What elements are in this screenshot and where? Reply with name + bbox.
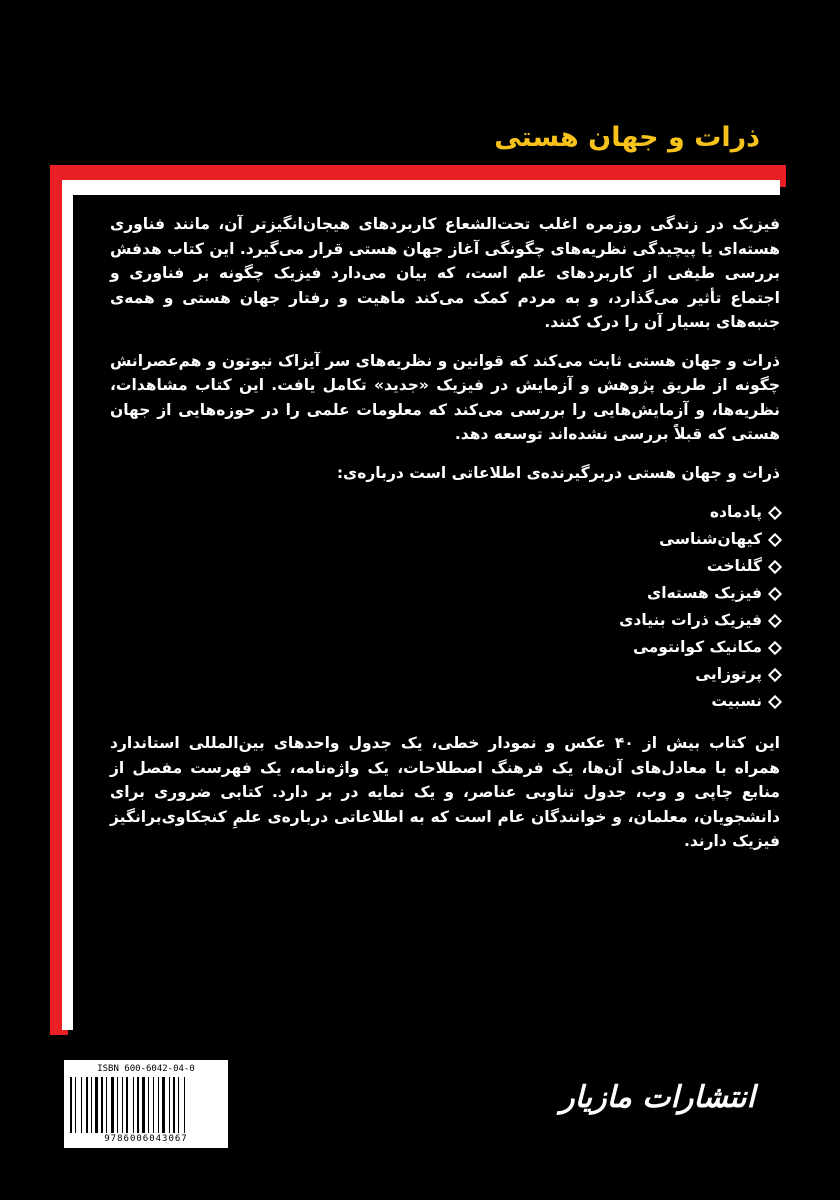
barcode-bar xyxy=(73,1077,74,1133)
topic-label: فیزیک هسته‌ای xyxy=(647,584,762,603)
diamond-bullet-icon xyxy=(768,640,782,654)
barcode-bar xyxy=(160,1077,161,1133)
topic-label: پادماده xyxy=(709,503,762,522)
barcode-bar xyxy=(104,1077,105,1133)
barcode-bar xyxy=(108,1077,110,1133)
list-item xyxy=(110,688,780,715)
isbn-number: 9786006043067 xyxy=(104,1134,188,1144)
barcode-bar xyxy=(95,1077,98,1133)
diamond-bullet-icon xyxy=(768,667,782,681)
barcode xyxy=(64,1060,228,1148)
barcode-bar xyxy=(83,1077,85,1133)
topic-label: کیهان‌شناسی xyxy=(659,530,762,549)
barcode-bar xyxy=(150,1077,152,1133)
frame-white-left-bar xyxy=(62,180,73,1030)
barcode-bar xyxy=(122,1077,123,1133)
barcode-bar xyxy=(148,1077,149,1133)
barcode-bar xyxy=(93,1077,94,1133)
topic-label: مکانیک کوانتومی xyxy=(632,638,762,657)
barcode-bar xyxy=(115,1077,116,1133)
barcode-bar xyxy=(126,1077,128,1133)
barcode-bar xyxy=(146,1077,147,1133)
barcode-bar xyxy=(137,1077,139,1133)
barcode-bar xyxy=(133,1077,134,1133)
barcode-bar xyxy=(75,1077,76,1133)
barcode-bar xyxy=(106,1077,107,1133)
paragraph-intro: فیزیک در زندگی روزمره اغلب تحت‌الشعاع کاربردهای هیجان‌انگیزتر آن، مانند فناوری هسته‌ای یا پیچیدگی نظریه‌های چگونگی آغاز جهان هستی قرار می‌گیرد. این کتاب هدفش بررسی طیفی از کاربردهای علم است، که بیان می‌دارد فیزیک چگونه بر فناوری و اجتماع تأثیر می‌گذارد، و به مردم کمک می‌کند ماهیت و رفتار جهان هستی و همه‌ی جنبه‌های بسیار آن را درک کنند. xyxy=(110,215,780,331)
barcode-bar xyxy=(119,1077,121,1133)
publisher-logo: انتشارات مازیار xyxy=(560,1080,755,1115)
book-title: ذرات و جهان هستی xyxy=(494,122,760,153)
topic-list xyxy=(110,499,780,715)
barcode-bar xyxy=(101,1077,103,1133)
barcode-bar xyxy=(86,1077,88,1133)
list-item xyxy=(110,526,780,553)
barcode-bar xyxy=(89,1077,90,1133)
paragraph-closing: این کتاب بیش از ۴۰ عکس و نمودار خطی، یک جدول واحدهای بین‌المللی استاندارد همراه با معادل‌های آن‌ها، یک فرهنگ اصطلاحات، یک واژه‌نامه، یک فهرست مفصل از منابع چاپی و وب، جدول تناوبی عناصر، و یک نمایه در بر دارد. کتابی ضروری برای دانشجویان، معلمان، و خوانندگان عام است که به اطلاعاتی درباره‌ی علمِ کنجکاوی‌برانگیز فیزیک دارند. xyxy=(110,734,780,850)
barcode-bar xyxy=(117,1077,118,1133)
diamond-bullet-icon xyxy=(768,613,782,627)
barcode-bar xyxy=(186,1077,188,1133)
barcode-bar xyxy=(81,1077,82,1133)
barcode-bar xyxy=(158,1077,159,1133)
diamond-bullet-icon xyxy=(768,532,782,546)
barcode-bar xyxy=(153,1077,154,1133)
paragraph-newton: ذرات و جهان هستی ثابت می‌کند که قوانین و نظریه‌های سر آیزاک نیوتون و هم‌عصرانش چگونه از طریق پژوهش و آزمایش در فیزیک «جدید» تکامل یافت. این کتاب مشاهدات، نظریه‌ها، و آزمایش‌هایی را بررسی می‌کند که معلومات علمی را در حوزه‌هایی از جهان هستی که قبلاً بررسی نشده‌اند توسعه دهد. xyxy=(110,351,780,443)
barcode-bar xyxy=(180,1077,183,1133)
barcode-bar xyxy=(140,1077,141,1133)
isbn-label: ISBN 600-6042-04-0 xyxy=(97,1064,195,1074)
barcode-bars xyxy=(70,1077,222,1133)
topic-label: گلناخت xyxy=(706,557,762,576)
barcode-bar xyxy=(169,1077,170,1133)
barcode-bar xyxy=(171,1077,172,1133)
list-item xyxy=(110,661,780,688)
diamond-bullet-icon xyxy=(768,505,782,519)
diamond-bullet-icon xyxy=(768,694,782,708)
barcode-bar xyxy=(135,1077,136,1133)
list-item xyxy=(110,634,780,661)
list-item xyxy=(110,580,780,607)
list-intro: ذرات و جهان هستی دربرگیرنده‌ی اطلاعاتی است درباره‌ی: xyxy=(336,463,780,482)
list-item xyxy=(110,607,780,634)
diamond-bullet-icon xyxy=(768,586,782,600)
barcode-bar xyxy=(162,1077,165,1133)
barcode-bar xyxy=(166,1077,168,1133)
list-item xyxy=(110,553,780,580)
barcode-bar xyxy=(70,1077,72,1133)
topic-label: پرتوزایی xyxy=(695,665,762,684)
back-cover-text xyxy=(110,212,780,868)
barcode-bar xyxy=(142,1077,145,1133)
barcode-bar xyxy=(124,1077,125,1133)
diamond-bullet-icon xyxy=(768,559,782,573)
barcode-bar xyxy=(77,1077,80,1133)
barcode-bar xyxy=(173,1077,175,1133)
barcode-bar xyxy=(155,1077,157,1133)
topic-label: نسبیت xyxy=(711,692,762,711)
frame-white-top-bar xyxy=(62,180,780,195)
barcode-bar xyxy=(111,1077,114,1133)
barcode-bar xyxy=(99,1077,100,1133)
list-item xyxy=(110,499,780,526)
barcode-bar xyxy=(178,1077,179,1133)
barcode-bar xyxy=(176,1077,177,1133)
barcode-bar xyxy=(184,1077,185,1133)
barcode-bar xyxy=(91,1077,92,1133)
topic-label: فیزیک ذرات بنیادی xyxy=(619,611,762,630)
barcode-bar xyxy=(129,1077,132,1133)
